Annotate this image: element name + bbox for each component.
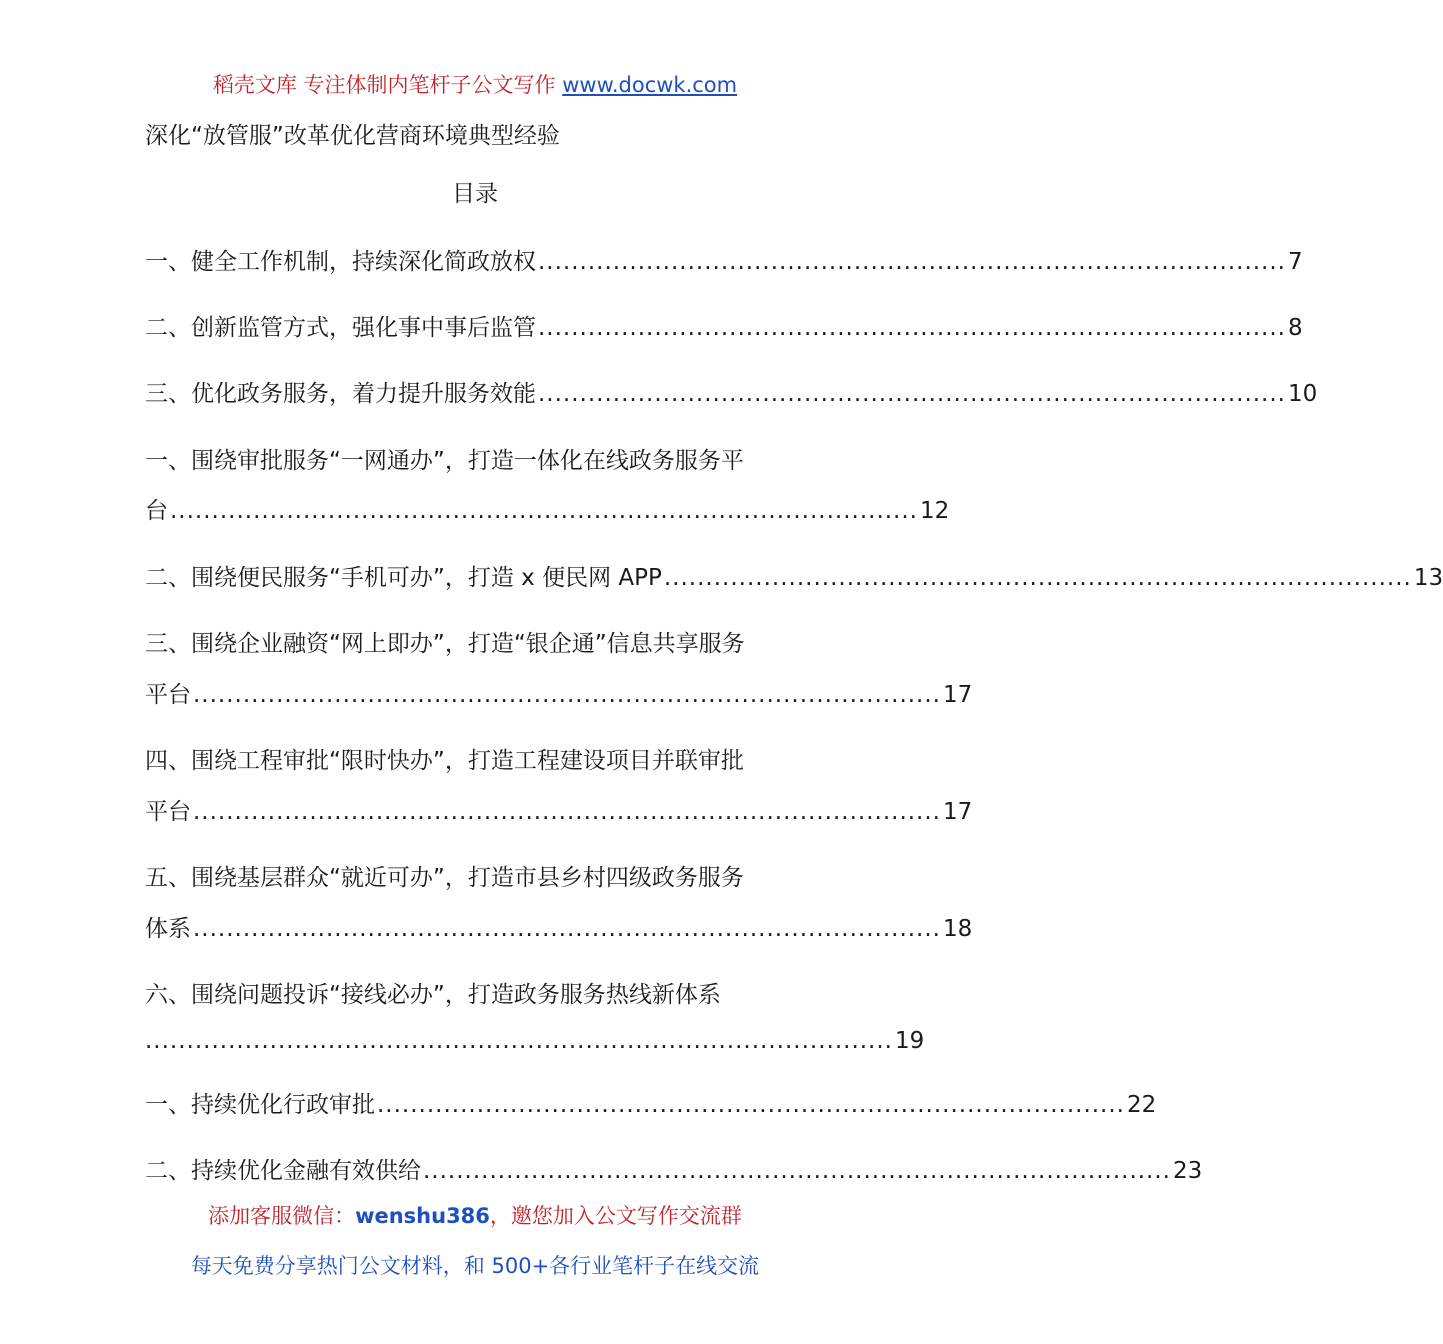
toc-entry[interactable] — [145, 244, 1303, 280]
toc-entry-continuation[interactable] — [145, 493, 950, 529]
toc-page-number: 17 — [943, 799, 973, 825]
toc-page-number: 12 — [920, 498, 950, 524]
toc-leader-dots: .......................................................................................... — [538, 249, 1286, 275]
toc-page-number: 8 — [1288, 315, 1303, 341]
toc-leader-dots: .......................................................................................... — [145, 1028, 893, 1054]
toc-entry-continuation[interactable] — [145, 794, 973, 830]
toc-heading: 目录 — [452, 181, 498, 207]
toc-entry[interactable] — [145, 977, 807, 1013]
toc-entry-text: 六、围绕问题投诉“接线必办”，打造政务服务热线新体系 — [145, 982, 721, 1008]
toc-entry-continuation[interactable] — [145, 911, 973, 947]
toc-page-number: 19 — [895, 1028, 925, 1054]
toc-leader-dots: .......................................................................................... — [193, 916, 941, 942]
footer-prefix: 添加客服微信： — [208, 1204, 356, 1228]
footer-suffix: ，邀您加入公文写作交流群 — [489, 1204, 742, 1228]
toc-entry-text: 四、围绕工程审批“限时快办”，打造工程建设项目并联审批 — [145, 748, 744, 774]
toc-entry[interactable] — [145, 443, 807, 479]
toc-entry-text: 台 — [145, 498, 168, 524]
toc-entry-text: 二、创新监管方式，强化事中事后监管 — [145, 315, 536, 341]
toc-entry-text: 一、围绕审批服务“一网通办”，打造一体化在线政务服务平 — [145, 448, 744, 474]
toc-page-number: 10 — [1288, 381, 1318, 407]
toc-entry-continuation[interactable] — [145, 677, 973, 713]
site-link[interactable]: www.docwk.com — [562, 73, 738, 97]
toc-leader-dots: .......................................................................................... — [663, 565, 1412, 591]
toc-entry-text: 一、持续优化行政审批 — [145, 1092, 375, 1118]
toc-page-number: 22 — [1127, 1092, 1157, 1118]
toc-entry[interactable] — [145, 560, 1443, 596]
toc-entry[interactable] — [145, 743, 807, 779]
toc-leader-dots: .......................................................................................... — [538, 315, 1286, 341]
toc-entry-text: 二、持续优化金融有效供给 — [145, 1158, 421, 1184]
toc-entry[interactable] — [145, 310, 1303, 346]
toc-entry-text: 五、围绕基层群众“就近可办”，打造市县乡村四级政务服务 — [145, 865, 744, 891]
toc-leader-dots: .......................................................................................... — [423, 1158, 1171, 1184]
toc-leader-dots: .......................................................................................... — [377, 1092, 1125, 1118]
toc-page-number: 18 — [943, 916, 973, 942]
footer-promo-line: 每天免费分享热门公文材料，和 500+各行业笔杆子在线交流 — [190, 1254, 760, 1278]
toc-entry[interactable] — [145, 376, 1318, 412]
toc-entry[interactable] — [145, 860, 807, 896]
toc-leader-dots: .......................................................................................... — [193, 799, 941, 825]
toc-entry-text: 三、围绕企业融资“网上即办”，打造“银企通”信息共享服务 — [145, 631, 745, 657]
toc-page-number: 17 — [943, 682, 973, 708]
toc-entry[interactable] — [145, 626, 807, 662]
toc-leader-dots: .......................................................................................... — [538, 381, 1286, 407]
toc-entry-text: 体系 — [145, 916, 191, 942]
footer-wechat-line — [0, 1200, 950, 1232]
toc-page-number: 13 — [1413, 565, 1443, 591]
toc-entry[interactable] — [145, 1087, 1157, 1123]
toc-leader-dots: .......................................................................................... — [193, 682, 941, 708]
toc-entry-text: 平台 — [145, 682, 191, 708]
toc-entry-text: 二、围绕便民服务“手机可办”，打造 x 便民网 APP — [145, 565, 662, 591]
toc-entry-text: 平台 — [145, 799, 191, 825]
header-banner — [0, 70, 950, 100]
toc-entry[interactable] — [145, 1153, 1203, 1189]
wechat-id: wenshu386 — [355, 1204, 490, 1228]
brand-text: 稻壳文库 专注体制内笔杆子公文写作 — [212, 73, 556, 97]
toc-page-number: 23 — [1173, 1158, 1203, 1184]
toc-page-number: 7 — [1288, 249, 1303, 275]
toc-leader-dots: .......................................................................................... — [170, 498, 918, 524]
document-title: 深化“放管服”改革优化营商环境典型经验 — [145, 123, 560, 149]
toc-entry-text: 一、健全工作机制，持续深化简政放权 — [145, 249, 536, 275]
toc-entry-text: 三、优化政务服务，着力提升服务效能 — [145, 381, 536, 407]
toc-entry-continuation[interactable] — [145, 1023, 925, 1059]
